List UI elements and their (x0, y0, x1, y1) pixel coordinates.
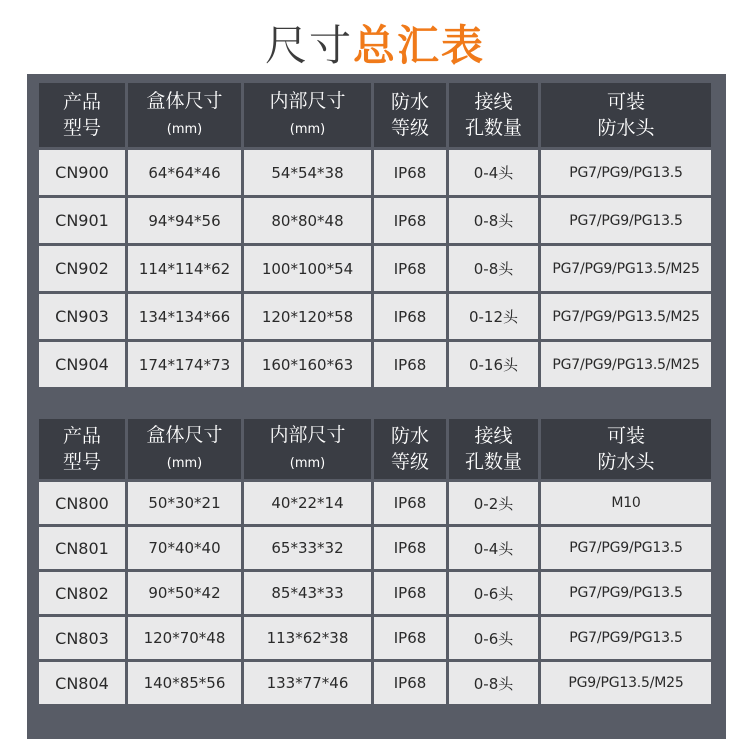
cell-model: CN801 (39, 527, 125, 569)
cell-model: CN901 (39, 198, 125, 243)
cell-waterproof-rating: IP68 (374, 527, 446, 569)
cell-inner-size: 54*54*38 (244, 150, 371, 195)
cell-plug-types: M10 (541, 482, 711, 524)
table-row (39, 527, 711, 569)
cell-hole-count: 0-6头 (449, 572, 538, 614)
table-row (39, 294, 711, 339)
cell-model: CN803 (39, 617, 125, 659)
header-plug-types: 可装 防水头 (541, 83, 711, 147)
cell-waterproof-rating: IP68 (374, 198, 446, 243)
table-row (39, 150, 711, 195)
cell-box-size: 64*64*46 (128, 150, 241, 195)
spec-table-cn900-series (36, 80, 714, 390)
spec-table-cn800-series (36, 416, 714, 707)
page-title (0, 14, 750, 78)
cell-waterproof-rating: IP68 (374, 482, 446, 524)
cell-hole-count: 0-4头 (449, 150, 538, 195)
table-row (39, 662, 711, 704)
header-plug-types: 可装 防水头 (541, 419, 711, 479)
header-inner-size: 内部尺寸 (mm) (244, 419, 371, 479)
cell-box-size: 114*114*62 (128, 246, 241, 291)
header-inner-size: 内部尺寸 (mm) (244, 83, 371, 147)
cell-hole-count: 0-6头 (449, 617, 538, 659)
cell-plug-types: PG7/PG9/PG13.5 (541, 198, 711, 243)
cell-inner-size: 160*160*63 (244, 342, 371, 387)
cell-box-size: 70*40*40 (128, 527, 241, 569)
cell-inner-size: 100*100*54 (244, 246, 371, 291)
cell-waterproof-rating: IP68 (374, 246, 446, 291)
cell-model: CN804 (39, 662, 125, 704)
cell-box-size: 120*70*48 (128, 617, 241, 659)
cell-waterproof-rating: IP68 (374, 572, 446, 614)
cell-plug-types: PG7/PG9/PG13.5 (541, 527, 711, 569)
cell-model: CN904 (39, 342, 125, 387)
header-model: 产品 型号 (39, 419, 125, 479)
table-row (39, 617, 711, 659)
cell-hole-count: 0-12头 (449, 294, 538, 339)
cell-box-size: 134*134*66 (128, 294, 241, 339)
cell-waterproof-rating: IP68 (374, 662, 446, 704)
cell-plug-types: PG7/PG9/PG13.5/M25 (541, 342, 711, 387)
table-row (39, 198, 711, 243)
table-header-row (39, 83, 711, 147)
table-row (39, 246, 711, 291)
cell-inner-size: 133*77*46 (244, 662, 371, 704)
cell-plug-types: PG7/PG9/PG13.5 (541, 572, 711, 614)
cell-inner-size: 65*33*32 (244, 527, 371, 569)
cell-hole-count: 0-2头 (449, 482, 538, 524)
cell-plug-types: PG7/PG9/PG13.5/M25 (541, 294, 711, 339)
header-box-size: 盒体尺寸 (mm) (128, 419, 241, 479)
cell-box-size: 50*30*21 (128, 482, 241, 524)
header-hole-count: 接线 孔数量 (449, 83, 538, 147)
cell-inner-size: 40*22*14 (244, 482, 371, 524)
cell-model: CN903 (39, 294, 125, 339)
cell-plug-types: PG9/PG13.5/M25 (541, 662, 711, 704)
cell-hole-count: 0-8头 (449, 246, 538, 291)
header-waterproof-rating: 防水 等级 (374, 83, 446, 147)
cell-inner-size: 80*80*48 (244, 198, 371, 243)
cell-waterproof-rating: IP68 (374, 617, 446, 659)
cell-box-size: 94*94*56 (128, 198, 241, 243)
cell-waterproof-rating: IP68 (374, 150, 446, 195)
cell-inner-size: 113*62*38 (244, 617, 371, 659)
table-row (39, 342, 711, 387)
header-box-size: 盒体尺寸 (mm) (128, 83, 241, 147)
cell-plug-types: PG7/PG9/PG13.5 (541, 150, 711, 195)
cell-box-size: 140*85*56 (128, 662, 241, 704)
table-header-row (39, 419, 711, 479)
cell-plug-types: PG7/PG9/PG13.5/M25 (541, 246, 711, 291)
cell-hole-count: 0-4头 (449, 527, 538, 569)
cell-model: CN902 (39, 246, 125, 291)
cell-box-size: 90*50*42 (128, 572, 241, 614)
header-hole-count: 接线 孔数量 (449, 419, 538, 479)
cell-waterproof-rating: IP68 (374, 294, 446, 339)
cell-model: CN802 (39, 572, 125, 614)
cell-box-size: 174*174*73 (128, 342, 241, 387)
cell-inner-size: 120*120*58 (244, 294, 371, 339)
title-part-1: 尺寸 (264, 21, 353, 70)
cell-hole-count: 0-16头 (449, 342, 538, 387)
cell-model: CN900 (39, 150, 125, 195)
title-part-2: 总汇表 (353, 21, 486, 70)
cell-plug-types: PG7/PG9/PG13.5 (541, 617, 711, 659)
cell-inner-size: 85*43*33 (244, 572, 371, 614)
table-row (39, 482, 711, 524)
cell-waterproof-rating: IP68 (374, 342, 446, 387)
table-row (39, 572, 711, 614)
header-waterproof-rating: 防水 等级 (374, 419, 446, 479)
cell-model: CN800 (39, 482, 125, 524)
cell-hole-count: 0-8头 (449, 662, 538, 704)
header-model: 产品 型号 (39, 83, 125, 147)
cell-hole-count: 0-8头 (449, 198, 538, 243)
